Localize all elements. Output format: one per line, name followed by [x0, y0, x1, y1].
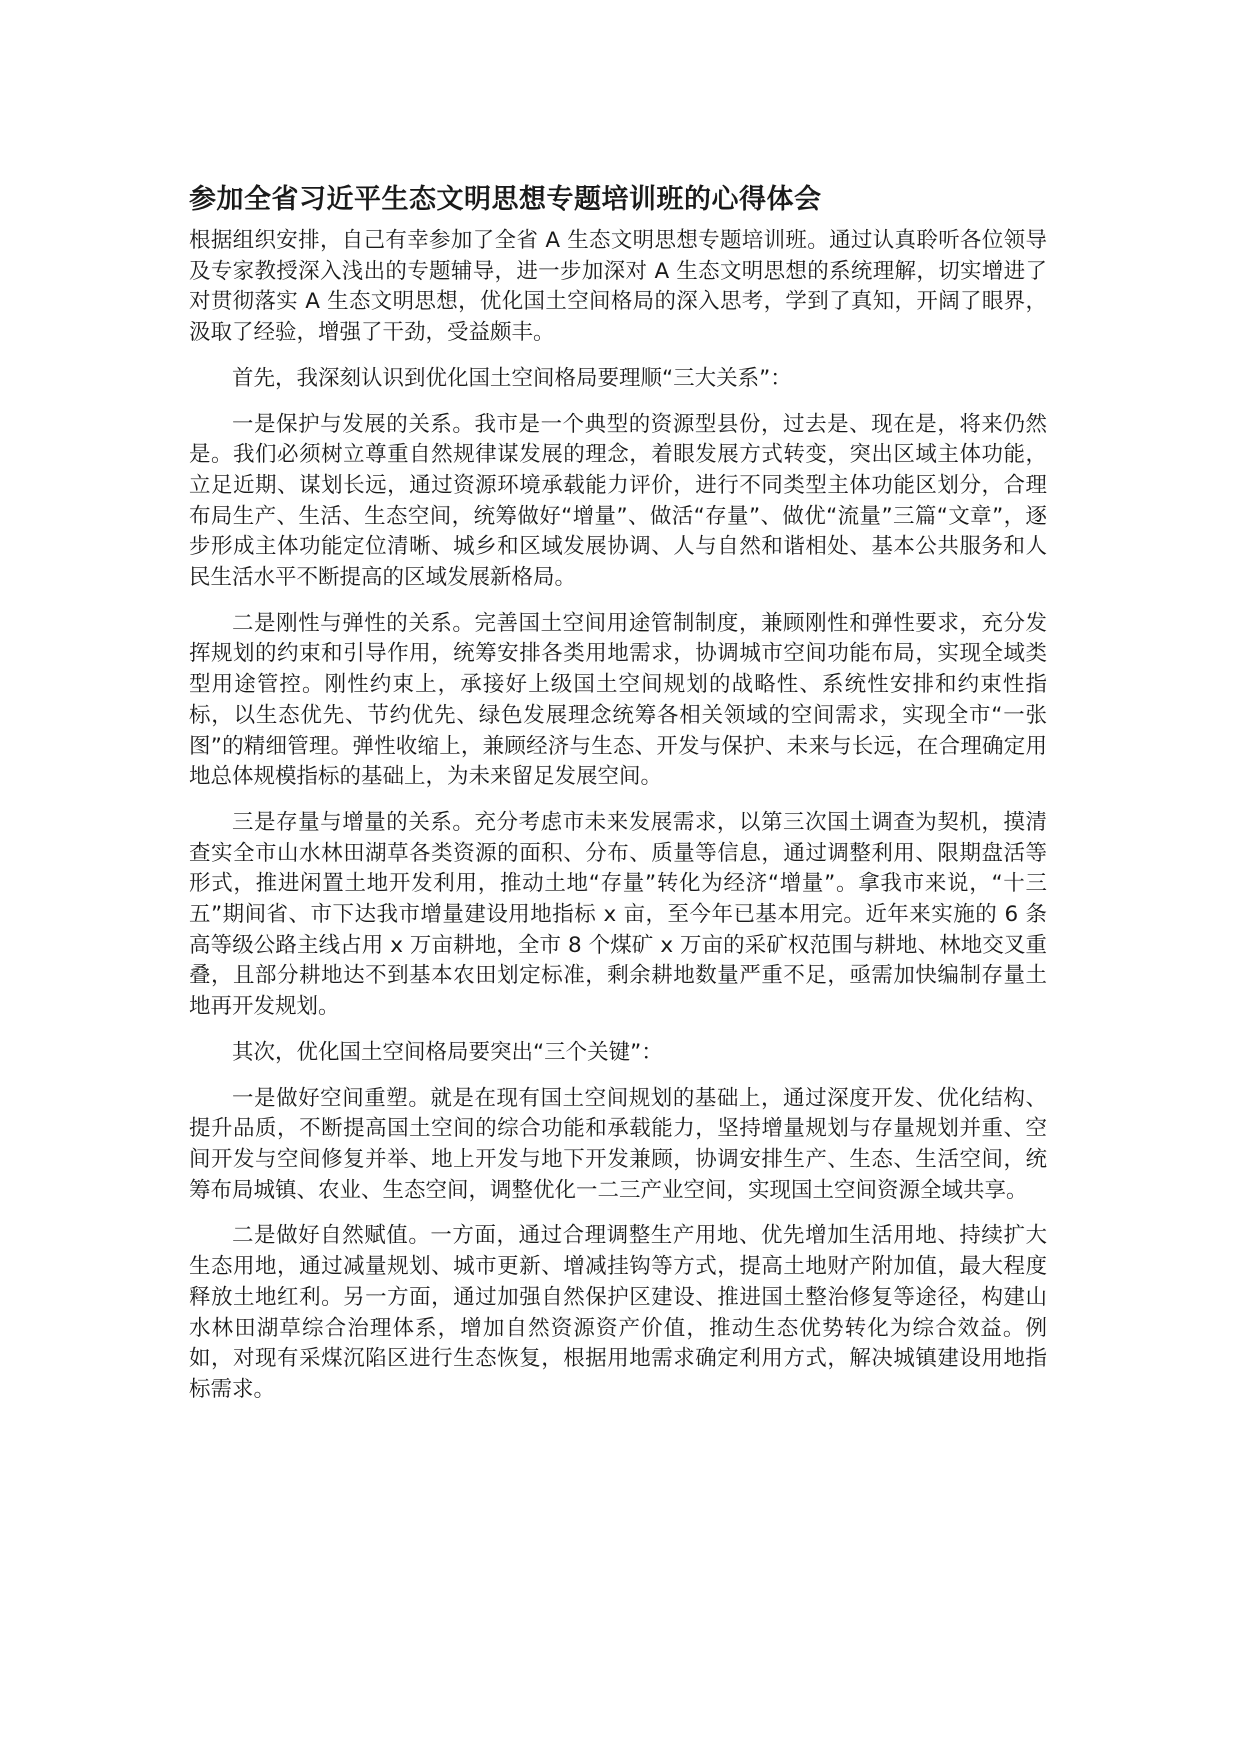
paragraph-space-reshaping: 一是做好空间重塑。就是在现有国土空间规划的基础上，通过深度开发、优化结构、提升品质，不断提高国土空间的综合功能和承载能力，坚持增量规划与存量规划并重、空间开发与空间修复并举、地上开发与地下开发兼顾，协调安排生产、生态、生活空间，统筹布局城镇、农业、生态空间，调整优化一二三产业空间，实现国土空间资源全域共享。 — [189, 1085, 1047, 1203]
paragraph-natural-valuation: 二是做好自然赋值。一方面，通过合理调整生产用地、优先增加生活用地、持续扩大生态用地，通过减量规划、城市更新、增减挂钩等方式，提高土地财产附加值，最大程度释放土地红利。另一方面，通过加强自然保护区建设、推进国土整治修复等途径，构建山水林田湖草综合治理体系，增加自然资源资产价值，推动生态优势转化为综合效益。例如，对现有采煤沉陷区进行生态恢复，根据用地需求确定利用方式，解决城镇建设用地指标需求。 — [189, 1223, 1047, 1402]
paragraph-three-relations-heading: 首先，我深刻认识到优化国土空间格局要理顺“三大关系”： — [232, 365, 792, 391]
document-title: 参加全省习近平生态文明思想专题培训班的心得体会 — [189, 184, 822, 215]
paragraph-intro: 根据组织安排，自己有幸参加了全省 A 生态文明思想专题培训班。通过认真聆听各位领导及专家教授深入浅出的专题辅导，进一步加深对 A 生态文明思想的系统理解，切实增进了对贯彻落实 A 生态文明思想，优化国土空间格局的深入思考，学到了真知，开阔了眼界，汲取了经验，增强了干劲，受益颇丰。 — [189, 228, 1047, 346]
paragraph-rigidity-elasticity: 二是刚性与弹性的关系。完善国土空间用途管制制度，兼顾刚性和弹性要求，充分发挥规划的约束和引导作用，统筹安排各类用地需求，协调城市空间功能布局，实现全域类型用途管控。刚性约束上，承接好上级国土空间规划的战略性、系统性安排和约束性指标，以生态优先、节约优先、绿色发展理念统筹各相关领域的空间需求，实现全市“一张图”的精细管理。弹性收缩上，兼顾经济与生态、开发与保护、未来与长远，在合理确定用地总体规模指标的基础上，为未来留足发展空间。 — [189, 610, 1047, 790]
document-body — [189, 226, 1047, 1406]
document-page — [189, 176, 1047, 1421]
paragraph-stock-increment: 三是存量与增量的关系。充分考虑市未来发展需求，以第三次国土调查为契机，摸清查实全市山水林田湖草各类资源的面积、分布、质量等信息，通过调整利用、限期盘活等形式，推进闲置土地开发利用，推动土地“存量”转化为经济“增量”。拿我市来说，“十三五”期间省、市下达我市增量建设用地指标 x 亩，至今年已基本用完。近年来实施的 6 条高等级公路主线占用 x 万亩耕地，全市 8 个煤矿 x 万亩的采矿权范围与耕地、林地交叉重叠，且部分耕地达不到基本农田划定标准，剩余耕地数量严重不足，亟需加快编制存量土地再开发规划。 — [189, 809, 1047, 1020]
paragraph-protection-development: 一是保护与发展的关系。我市是一个典型的资源型县份，过去是、现在是，将来仍然是。我们必须树立尊重自然规律谋发展的理念，着眼发展方式转变，突出区域主体功能，立足近期、谋划长远，通过资源环境承载能力评价，进行不同类型主体功能区划分，合理布局生产、生活、生态空间，统筹做好“增量”、做活“存量”、做优“流量”三篇“文章”，逐步形成主体功能定位清晰、城乡和区域发展协调、人与自然和谐相处、基本公共服务和人民生活水平不断提高的区域发展新格局。 — [189, 411, 1047, 591]
paragraph-three-keys-heading: 其次，优化国土空间格局要突出“三个关键”： — [232, 1039, 663, 1065]
